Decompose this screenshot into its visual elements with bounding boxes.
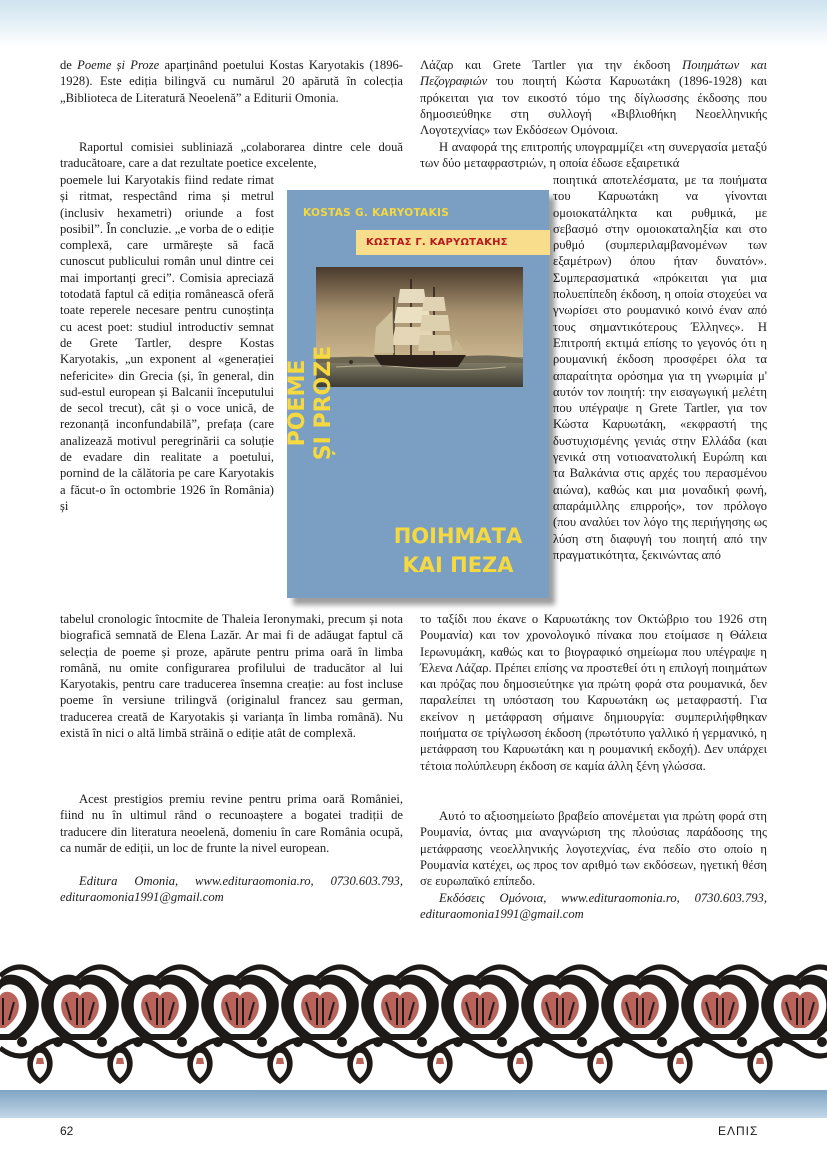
ro-paragraph-2-wrap: poemele lui Karyotakis fiind redate rimat și ritmat, respectând rima și metrul (inclusiv hexametri) oriunde a fost posibil”. În concluzie. „e vorba de o ediție complexă, care urmărește să facă cunoscut publicului român unul dintre cei mai importanți greci”. Comisia apreciază totodată faptul că ediția românească oferă toate reperele necesare pentru cunoștința cu acest poet: studiul introductiv semnat de Grete Tartler, despre Kostas Karyotakis, „un exponent al «generației nefericite» din Grecia (și, în general, din sud-estul european și Balcanii începutului de secol trecut), cât și o voce unică, de rezonanță inconfundabilă”, prefața (care analizează motivul peregrinării ca soluție de evadare din realitate a poetului, pornind de la călătoria pe care Karyotakis a făcut-o în octombrie 1926 în România) și — [60, 173, 274, 513]
gr-paragraph-2-top: Η αναφορά της επιτροπής υπογραμμίζει «τη συνεργασία μεταξύ των δύο μεταφραστριών, η οποία έδωσε εξαιρετικά — [420, 140, 767, 171]
ro-book-title: Poeme și Proze — [77, 58, 160, 72]
ro-publisher-signature: Editura Omonia, www.edituraomonia.ro, 0730.603.793, edituraomonia1991@gmail.com — [60, 874, 403, 905]
ro-paragraph-1: de Poeme și Proze aparținând poetului Kostas Karyotakis (1896-1928). Este ediția bilingvă cu numărul 20 apărută în colecția „Biblioteca de Literatură Neoelenă” a Editurii Omonia. — [60, 58, 403, 105]
gr-publisher-signature: Εκδόσεις Ομόνοια, www.edituraomonia.ro, 0730.603.793, edituraomonia1991@gmail.com — [420, 891, 767, 922]
cover-author-greek: ΚΩΣΤΑΣ Γ. ΚΑΡΥΩΤΑΚΗΣ — [366, 237, 508, 248]
greek-palmette-frieze — [0, 936, 827, 1118]
cover-author-latin: KOSTAS G. KARYOTAKIS — [303, 207, 450, 219]
gr-paragraph-2-bottom: το ταξίδι που έκανε ο Καρυωτάκης τον Οκτώβριο του 1926 στη Ρουμανία) και τον χρονολογικό πίνακα που ετοίμασε η Θάλεια Ιερωνυμάκη, καθώς και το βιογραφικό σημείωμα που υπέγραψε η Έλενα Λάζαρ. Πρέπει επίσης να προστεθεί ότι η επιλογή ποιημάτων και πρόζας που δημοσιεύτηκε για πρώτη φορά στα ρουμανικά, δεν παραλείπει τη υπόσταση του Καρυωτάκη ως μεταφραστή. Για εκείνον η μετάφραση σήμαινε δημιουργία: συμπεριλήφθηκαν ποιήματα σε τρίγλωσση έκδοση (πρωτότυπο γαλλικό ή γερμανικό, η μετάφραση του Καρυωτάκη και η ρουμανική εκδοχή). Δεν υπάρχει τέτοια πολύπλευρη έκδοση σε καμία άλλη ξένη γλώσσα. — [420, 612, 767, 773]
cover-title-romanian: POEME ȘI PROZE — [285, 345, 336, 461]
ro-paragraph-2-bottom: tabelul cronologic întocmite de Thaleia Ieronymaki, precum și nota biografică semnată de Elena Lazăr. Ar mai fi de adăugat faptul că selecția de poeme și proze, apărute pentru prima oară în limba română, nu omite configurarea profilului de traducător al lui Karyotakis, pentru care traducerea însemna creație: au fost incluse poeme în versiune trilingvă (originalul francez sau german, traducerea creată de Karyotakis și varianța în limba română). Nu există în nici o altă limbă străină o ediție atât de complexă. — [60, 612, 403, 741]
gr-book-title: Ποιημάτων και Πεζογραφιών — [420, 58, 767, 89]
gr-paragraph-1: Λάζαρ και Grete Tartler για την έκδοση Ποιημάτων και Πεζογραφιών του ποιητή Κώστα Καρυωτάκη (1896-1928) και πρόκειται για τον εικοστό τόμο της δίγλωσσης έκδοσης που δημοσιεύθηκε στη συλλογή «Βιβλιοθήκη Νεοελληνικής Λογοτεχνίας» των Εκδόσεων Ομόνοια. — [420, 58, 767, 138]
magazine-name: ΕΛΠΙΣ — [718, 1124, 759, 1138]
book-cover — [287, 190, 549, 598]
top-gradient-band — [0, 0, 827, 46]
page-number: 62 — [60, 1124, 74, 1138]
gr-paragraph-3: Αυτό το αξιοσημείωτο βραβείο απονέμεται για πρώτη φορά στη Ρουμανία, όντας μια αναγνώριση της πλούσιας παράδοσης της μετάφρασης νεοελληνικής λογοτεχνίας, ένα πεδίο στο οποίο η Ρουμανία κατέχει, ως προς τον αριθμό των εκδόσεων, ηγετική θέση σε ευρωπαϊκό επίπεδο. — [420, 809, 767, 889]
cover-title-greek: ΠΟΙΗΜΑΤΑ ΚΑΙ ΠΕΖΑ — [393, 524, 523, 577]
gr-paragraph-2-wrap: ποιητικά αποτελέσματα, με τα ποιήματα του Καρυωτάκη να γίνονται ομοιοκατάληκτα και ρυθμικά, με σεβασμό στην ομοιοκαταληξία και στο ρυθμό (συμπεριλαμβανομένων των εξαμέτρων) όπου ήταν δυνατόν». Συμπερασματικά «πρόκειται για μια πολυεπίπεδη έκδοση, η οποία στοχεύει να γνωρίσει στο ρουμανικό κοινό έναν από τους σημαντικότερους Έλληνες». Η Επιτροπή εκτιμά επίσης το γεγονός ότι η ρουμανική έκδοση προσφέρει όλα τα απαραίτητα ορόσημα για τη γνωριμία μ' αυτόν τον ποιητή: την εισαγωγική μελέτη που υπέγραψε η Grete Tartler, για τον Κώστα Καρυωτάκη, «εκφραστή της δυστυχισμένης γενιάς στην Ελλάδα (και γενικά στη νοτιοανατολική Ευρώπη και τα Βαλκάνια στις αρχές του περασμένου αιώνα), καθώς και μια μοναδική φωνή, απαράμιλλης επιρροής», τον πρόλογο (που αναλύει τον λόγο της περιήγησης ως λύση στη διαφυγή του ποιητή από την πραγματικότητα, ξεκινώντας από — [553, 173, 767, 562]
cover-ship-painting — [316, 267, 523, 387]
ro-paragraph-2-top: Raportul comisiei subliniază „colaborarea dintre cele două traducătoare, care a dat rezultate poetice excelente, — [60, 140, 403, 171]
ro-paragraph-3: Acest prestigios premiu revine pentru prima oară României, fiind nu în ultimul rând o recunoaștere a bogatei tradiții de traducere din literatura neoelenă, domeniu în care România ocupă, ca număr de ediții, un loc de frunte la nivel european. — [60, 792, 403, 855]
